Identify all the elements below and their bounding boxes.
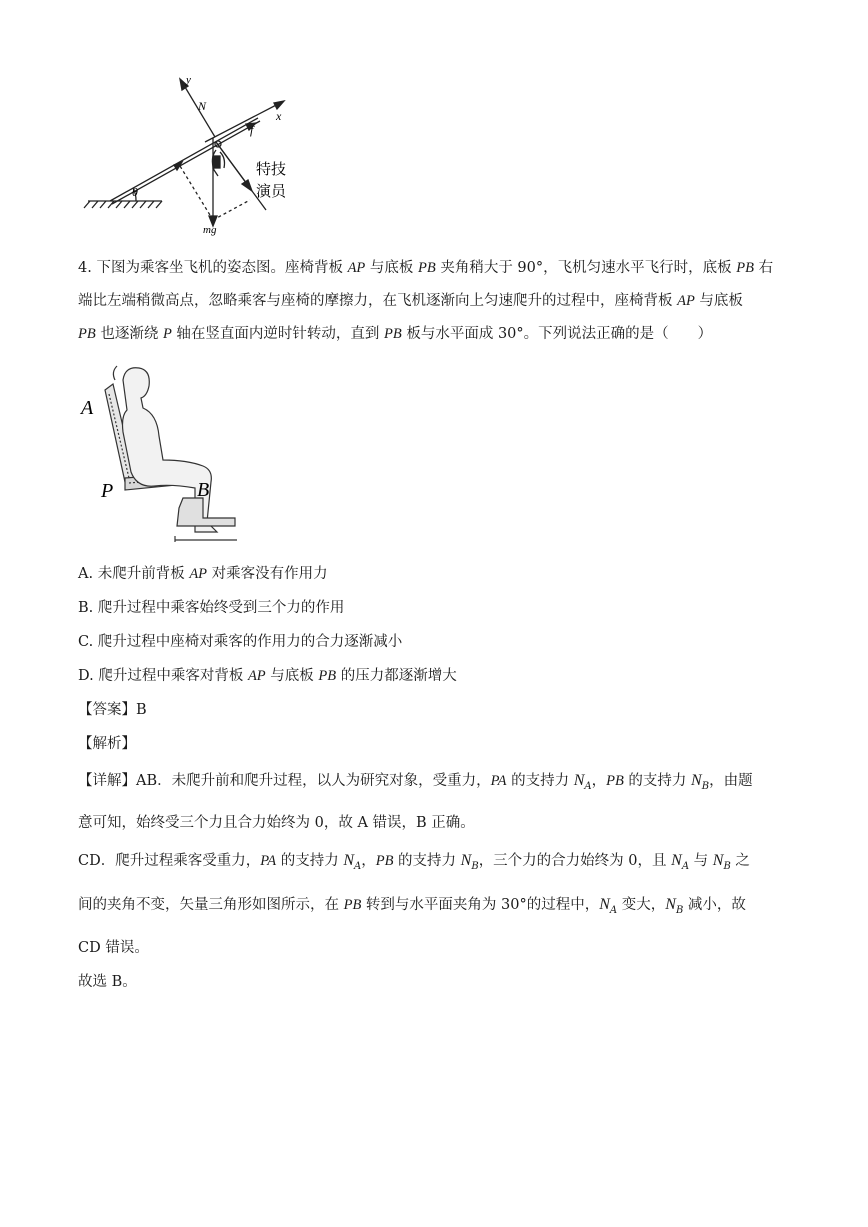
stunt-label-1: 特技 [256, 160, 287, 178]
label-P: P [101, 480, 114, 502]
question-line-1: 4. 下图为乘客坐飞机的姿态图。座椅背板 AP 与底板 PB 夹角稍大于 90°，飞机匀速水平飞行时，底板 PB 右 [78, 260, 774, 276]
stunt-force-diagram [70, 70, 310, 240]
theta-label: θ [132, 185, 138, 199]
mg-label: mg [203, 224, 217, 236]
f-label: f [250, 123, 254, 137]
detail-line-1: 【详解】AB．未爬升前和爬升过程，以人为研究对象，受重力，PA 的支持力 $N_A$，PB 的支持力 $N_B$，由题 [78, 772, 753, 792]
detail-line-3: CD．爬升过程乘客受重力，PA 的支持力 $N_A$，PB 的支持力 $N_B$，三个力的合力始终为 0，且 $N_A$ 与 $N_B$ 之 [78, 852, 750, 872]
label-A: A [81, 397, 94, 419]
question-line-3: PB 也逐渐绕 P 轴在竖直面内逆时针转动，直到 PB 板与水平面成 30°。下列说法正确的是（ ） [78, 326, 713, 342]
stunt-label-2: 演员 [256, 182, 287, 200]
option-C: C. 爬升过程中座椅对乘客的作用力的合力逐渐减小 [78, 634, 403, 650]
conclusion: 故选 B。 [78, 974, 137, 990]
question-line-2: 端比左端稍微高点，忽略乘客与座椅的摩擦力，在飞机逐渐向上匀速爬升的过程中，座椅背板 AP 与底板 [78, 293, 743, 309]
x-label: x [276, 109, 282, 123]
option-D: D. 爬升过程中乘客对背板 AP 与底板 PB 的压力都逐渐增大 [78, 668, 457, 684]
y-label: y [186, 74, 191, 86]
detail-line-5: CD 错误。 [78, 940, 149, 956]
passenger-seat-figure [75, 360, 245, 550]
N-label: N [198, 99, 207, 113]
label-B: B [197, 479, 210, 501]
analysis-heading: 【解析】 [78, 736, 136, 752]
ground-hatch [84, 201, 162, 208]
detail-line-4: 间的夹角不变，矢量三角形如图所示，在 PB 转到与水平面夹角为 30°的过程中，$N_A$ 变大，$N_B$ 减小，故 [78, 896, 746, 916]
detail-line-2: 意可知，始终受三个力且合力始终为 0，故 A 错误，B 正确。 [78, 815, 475, 831]
answer: 【答案】B [78, 702, 147, 718]
option-A: A. 未爬升前背板 AP 对乘客没有作用力 [78, 566, 328, 582]
x-axis [205, 102, 282, 142]
option-B: B. 爬升过程中乘客始终受到三个力的作用 [78, 600, 345, 616]
